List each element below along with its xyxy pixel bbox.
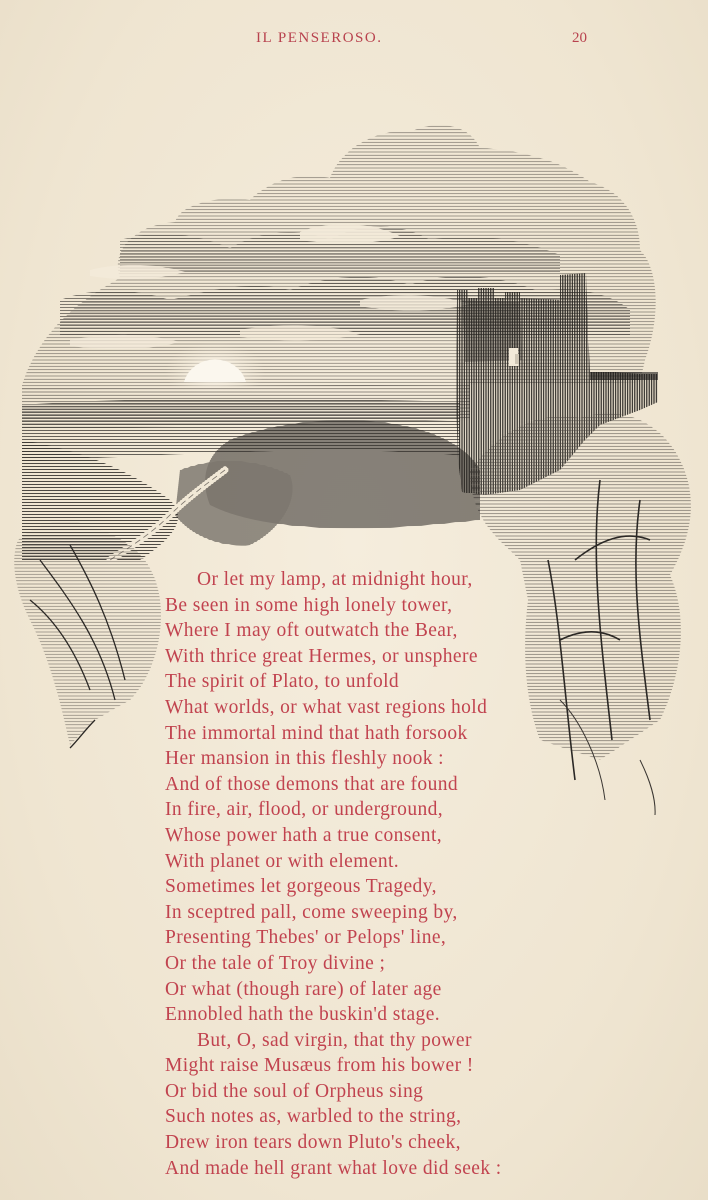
- verse-line: And made hell grant what love did seek :: [165, 1157, 502, 1179]
- verse-line: Be seen in some high lonely tower,: [165, 594, 453, 616]
- verse-line: In sceptred pall, come sweeping by,: [165, 901, 458, 923]
- left-tree: [14, 521, 161, 748]
- verse-line: Whose power hath a true consent,: [165, 824, 443, 846]
- verse-line: Or let my lamp, at midnight hour,: [197, 569, 473, 590]
- verse-line: What worlds, or what vast regions hold: [165, 696, 488, 718]
- verse-line: The immortal mind that hath forsook: [165, 722, 468, 744]
- verse-line: In fire, air, flood, or underground,: [165, 799, 444, 821]
- verse-line: Where I may oft outwatch the Bear,: [165, 620, 458, 642]
- verse-line: Or the tale of Troy divine ;: [165, 952, 386, 974]
- verse-line: Or what (though rare) of later age: [165, 978, 442, 1000]
- verse-line: Or bid the soul of Orpheus sing: [165, 1080, 424, 1102]
- verse-line: But, O, sad virgin, that thy power: [197, 1029, 472, 1051]
- verse-line: Her mansion in this fleshly nook :: [165, 748, 444, 770]
- verse-line: Presenting Thebes' or Pelops' line,: [165, 927, 447, 949]
- verse-line: Ennobled hath the buskin'd stage.: [165, 1004, 441, 1026]
- verse-line: The spirit of Plato, to unfold: [165, 671, 400, 693]
- verse-line: Such notes as, warbled to the string,: [165, 1106, 462, 1128]
- running-title: IL PENSEROSO.: [256, 30, 383, 46]
- poem-text: [165, 567, 565, 1181]
- verse-line: Sometimes let gorgeous Tragedy,: [165, 876, 437, 898]
- verse-line: And of those demons that are found: [165, 773, 459, 795]
- verse-line: With planet or with element.: [165, 850, 400, 872]
- verse-line: Drew iron tears down Pluto's cheek,: [165, 1132, 461, 1154]
- page-number: 20: [572, 30, 587, 46]
- verse-line: Might raise Musæus from his bower !: [165, 1055, 474, 1077]
- verse-line: With thrice great Hermes, or unsphere: [165, 645, 478, 667]
